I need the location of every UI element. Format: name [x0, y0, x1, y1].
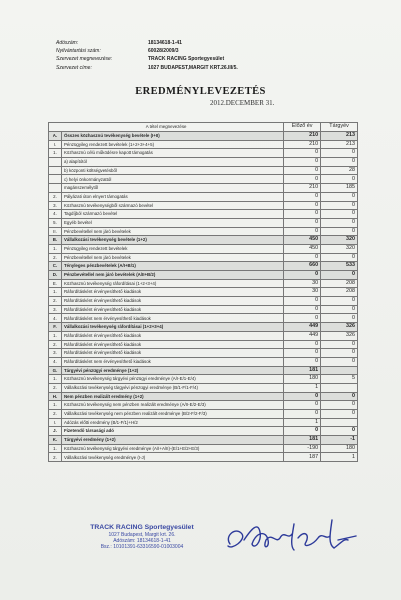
row-number-cell: II.	[49, 227, 62, 236]
row-label-cell: c) helyi önkormányzattól	[61, 175, 283, 184]
stamp-name: TRACK RACING Sportegyesület	[90, 524, 194, 531]
table-body	[49, 132, 358, 462]
current-year-cell: 208	[321, 288, 358, 297]
row-label-cell: b) központi költségvetésből	[61, 166, 283, 175]
current-year-cell: 0	[321, 305, 358, 314]
table-row	[49, 236, 358, 245]
row-number-cell: 3.	[49, 201, 62, 210]
tax-number-label: Adószám:	[56, 40, 79, 46]
row-number-cell	[49, 184, 62, 193]
previous-year-cell: 181	[284, 436, 321, 445]
stamp-tax: Adószám: 18134618-1-41	[113, 538, 171, 544]
current-year-cell: 0	[321, 340, 358, 349]
table-row	[49, 383, 358, 392]
previous-year-cell: 210	[284, 132, 321, 141]
previous-year-cell: 0	[284, 340, 321, 349]
previous-year-cell: 0	[284, 201, 321, 210]
row-label-cell: Ráfordításként érvényesíthető kiadások	[61, 297, 283, 306]
row-label-cell: Ráfordításként nem érvényesíthető kiadások	[61, 314, 283, 323]
org-address-label: Szervezet címe:	[56, 64, 92, 71]
tax-number-value: 18134618-1-41	[148, 40, 182, 46]
row-number-cell: B.	[49, 236, 62, 245]
header-info	[56, 39, 238, 72]
table-row	[49, 149, 358, 158]
handwritten-signature	[222, 510, 362, 560]
previous-year-cell: 0	[284, 253, 321, 262]
row-label-cell: a) alapítótól	[61, 158, 283, 167]
row-label-cell: Vállalkozási tevékenység bevétele (1+2)	[61, 236, 283, 245]
current-year-cell: 320	[321, 244, 358, 253]
current-year-cell: 0	[321, 218, 358, 227]
current-year-cell: 0	[321, 175, 358, 184]
row-number-cell: I.	[49, 140, 62, 149]
row-label-cell: Közhasznú tevékenység ráfordításai (1+2+3+4)	[61, 279, 283, 288]
registration-label: Nyilvántartási szám:	[56, 48, 101, 55]
previous-year-cell: 0	[284, 175, 321, 184]
row-label-cell: Ráfordításként érvényesíthető kiadások	[61, 349, 283, 358]
table-row	[49, 357, 358, 366]
current-year-cell: 0	[321, 201, 358, 210]
row-label-cell: Vállalkozási tevékenység tárgyévi pénzügyi eredménye (B/1-F/1-F/4)	[61, 383, 283, 392]
table-row	[49, 244, 358, 253]
table-row	[49, 297, 358, 306]
previous-year-cell: 0	[284, 357, 321, 366]
row-label-cell: Ráfordításként érvényesíthető kiadások	[61, 305, 283, 314]
table-row	[49, 253, 358, 262]
row-number-cell: 1.	[49, 149, 62, 158]
header-row	[56, 47, 238, 55]
row-number-cell: F.	[49, 323, 62, 332]
row-label-cell: Tényleges pénzbevételek (A/I+B/1)	[61, 262, 283, 271]
table-row	[49, 427, 358, 436]
row-number-cell: 3.	[49, 305, 62, 314]
previous-year-cell: 0	[284, 149, 321, 158]
row-number-cell: 4.	[49, 210, 62, 219]
row-label-cell: Ráfordításként érvényesíthető kiadások	[61, 340, 283, 349]
table-row	[49, 375, 358, 384]
row-number-cell: D.	[49, 271, 62, 280]
table-row	[49, 279, 358, 288]
table-row	[49, 158, 358, 167]
row-label-cell: Pénzügyileg rendezett bevételek	[61, 244, 283, 253]
current-year-cell: 0	[321, 314, 358, 323]
table-row	[49, 305, 358, 314]
row-label-cell: Tagdíjból származó bevétel	[61, 210, 283, 219]
table-row	[49, 331, 358, 340]
row-number-cell: 1.	[49, 444, 62, 453]
row-number-cell: C.	[49, 262, 62, 271]
row-label-cell: Közhasznú tevékenység tárgyévi eredménye (A/I+A/II)-(E/1+E/2+E/3)	[61, 444, 283, 453]
income-statement-table	[48, 122, 358, 462]
table-row	[49, 323, 358, 332]
previous-year-cell: -190	[284, 444, 321, 453]
row-number-cell: 2.	[49, 192, 62, 201]
org-name-value: TRACK RACING Sportegyesület	[148, 56, 225, 63]
row-number-cell: E.	[49, 279, 62, 288]
table-row	[49, 132, 358, 141]
row-number-cell	[49, 175, 62, 184]
current-year-cell	[321, 418, 358, 427]
table-row	[49, 218, 358, 227]
previous-year-cell: 0	[284, 227, 321, 236]
previous-year-cell: 0	[284, 401, 321, 410]
previous-year-cell: 0	[284, 410, 321, 419]
previous-year-cell: 0	[284, 218, 321, 227]
row-label-cell: Ráfordításként érvényesíthető kiadások	[61, 288, 283, 297]
row-number-cell: 3.	[49, 349, 62, 358]
current-year-cell: 0	[321, 271, 358, 280]
previous-year-cell: 210	[284, 140, 321, 149]
row-number-cell: 4.	[49, 357, 62, 366]
previous-year-cell: 0	[284, 305, 321, 314]
row-label-cell: Tárgyévi pénzügyi eredménye (1+2)	[61, 366, 283, 375]
previous-year-cell: 0	[284, 392, 321, 401]
row-number-cell: H.	[49, 392, 62, 401]
row-label-cell: Nem pénzben realizált eredmény (1+2)	[61, 392, 283, 401]
previous-year-cell: 449	[284, 331, 321, 340]
current-year-cell: 0	[321, 297, 358, 306]
current-year-cell: 0	[321, 149, 358, 158]
current-year-cell: 0	[321, 210, 358, 219]
previous-year-cell: 0	[284, 166, 321, 175]
row-label-cell: Tárgyévi eredmény (1+2)	[61, 436, 283, 445]
previous-year-cell: 450	[284, 236, 321, 245]
stamp-bank: Bsz.: 10101391-63316590-01003004	[100, 544, 184, 550]
table-row	[49, 192, 358, 201]
previous-year-cell: 0	[284, 158, 321, 167]
table-row	[49, 436, 358, 445]
column-header-current-year: Tárgyév	[321, 123, 358, 132]
previous-year-cell: 187	[284, 453, 321, 462]
current-year-cell: 326	[321, 323, 358, 332]
current-year-cell: 0	[321, 410, 358, 419]
row-number-cell: A.	[49, 132, 62, 141]
current-year-cell: -1	[321, 436, 358, 445]
row-label-cell: Pénzbevétellel nem járó bevételek	[61, 253, 283, 262]
previous-year-cell: 181	[284, 366, 321, 375]
previous-year-cell: 0	[284, 210, 321, 219]
current-year-cell: 533	[321, 262, 358, 271]
document-date: 2012.DECEMBER 31.	[210, 99, 275, 107]
previous-year-cell: 450	[284, 244, 321, 253]
current-year-cell: 0	[321, 158, 358, 167]
row-label-cell: Adózás előtti eredmény (B/1-F/1)+H/2	[61, 418, 283, 427]
previous-year-cell: 660	[284, 262, 321, 271]
current-year-cell	[321, 383, 358, 392]
current-year-cell: 0	[321, 227, 358, 236]
organization-stamp	[82, 524, 202, 550]
current-year-cell: 0	[321, 401, 358, 410]
row-label-cell: Fizetendő társasági adó	[61, 427, 283, 436]
current-year-cell	[321, 366, 358, 375]
org-name-label: Szervezet megnevezése:	[56, 56, 113, 63]
table-row	[49, 340, 358, 349]
row-label-cell: Vállalkozási tevékenység nem pénzben realizált eredménye (B/2-F/2-F/3)	[61, 410, 283, 419]
signature-stroke	[228, 520, 356, 550]
row-number-cell: 5.	[49, 218, 62, 227]
row-number-cell: K.	[49, 436, 62, 445]
previous-year-cell: 0	[284, 192, 321, 201]
table-header-row	[49, 123, 358, 132]
table-row	[49, 262, 358, 271]
table-row	[49, 227, 358, 236]
row-number-cell: G.	[49, 366, 62, 375]
stamp-address: 1027 Budapest, Margit krt. 26.	[108, 532, 176, 538]
column-header-item: A tétel megnevezése	[49, 123, 284, 132]
table-row	[49, 314, 358, 323]
table-row	[49, 453, 358, 462]
row-number-cell: 1.	[49, 288, 62, 297]
table-row	[49, 271, 358, 280]
row-number-cell: 2.	[49, 383, 62, 392]
table-row	[49, 349, 358, 358]
table-row	[49, 184, 358, 193]
previous-year-cell: 30	[284, 279, 321, 288]
header-row	[56, 64, 238, 72]
row-label-cell: Közhasznú célú működésre kapott támogatás	[61, 149, 283, 158]
row-number-cell	[49, 158, 62, 167]
document-title: EREDMÉNYLEVEZETÉS	[135, 86, 266, 97]
table-row	[49, 418, 358, 427]
row-label-cell: magánszemélytől	[61, 184, 283, 193]
row-label-cell: Ráfordításként nem érvényesíthető kiadások	[61, 357, 283, 366]
current-year-cell: 0	[321, 392, 358, 401]
row-number-cell: 1.	[49, 401, 62, 410]
table-row	[49, 288, 358, 297]
row-number-cell: J.	[49, 427, 62, 436]
table-row	[49, 140, 358, 149]
current-year-cell: 213	[321, 140, 358, 149]
current-year-cell: 0	[321, 357, 358, 366]
current-year-cell: 213	[321, 132, 358, 141]
table-row	[49, 444, 358, 453]
current-year-cell: 185	[321, 184, 358, 193]
previous-year-cell: 210	[284, 184, 321, 193]
row-number-cell: 2.	[49, 297, 62, 306]
current-year-cell: 208	[321, 279, 358, 288]
current-year-cell: 0	[321, 427, 358, 436]
row-label-cell: Pénzbevétellel nem járó bevételek	[61, 227, 283, 236]
row-number-cell: I.	[49, 418, 62, 427]
row-label-cell: Közhasznú tevékenység nem pénzben realizált eredménye (A/II-E/2-E/3)	[61, 401, 283, 410]
row-label-cell: Összes közhasznú tevékenység bevétele (I+II)	[61, 132, 283, 141]
row-number-cell: 2.	[49, 340, 62, 349]
previous-year-cell: 1	[284, 418, 321, 427]
table-row	[49, 166, 358, 175]
current-year-cell: 5	[321, 375, 358, 384]
row-label-cell: Vállalkozási tevékenység ráfordításai (1+2+3+4)	[61, 323, 283, 332]
row-number-cell: 2.	[49, 410, 62, 419]
current-year-cell: 320	[321, 236, 358, 245]
row-number-cell: 1.	[49, 244, 62, 253]
current-year-cell: 326	[321, 331, 358, 340]
row-label-cell: Egyéb bevétel	[61, 218, 283, 227]
row-label-cell: Ráfordításként érvényesíthető kiadások	[61, 331, 283, 340]
current-year-cell: 180	[321, 444, 358, 453]
table-row	[49, 201, 358, 210]
column-header-previous-year: Előző év	[284, 123, 321, 132]
table-row	[49, 410, 358, 419]
current-year-cell: 0	[321, 192, 358, 201]
previous-year-cell: 1	[284, 383, 321, 392]
previous-year-cell: 0	[284, 349, 321, 358]
row-number-cell: 2.	[49, 253, 62, 262]
header-row	[56, 55, 238, 63]
row-number-cell: 2.	[49, 453, 62, 462]
table-row	[49, 401, 358, 410]
current-year-cell: 1	[321, 453, 358, 462]
registration-value: 60028/2009/3	[148, 48, 179, 55]
row-number-cell: 1.	[49, 331, 62, 340]
previous-year-cell: 0	[284, 427, 321, 436]
previous-year-cell: 180	[284, 375, 321, 384]
previous-year-cell: 30	[284, 288, 321, 297]
table-row	[49, 210, 358, 219]
row-label-cell: Vállalkozási tevékenység eredménye (I-J)	[61, 453, 283, 462]
current-year-cell: 0	[321, 253, 358, 262]
previous-year-cell: 449	[284, 323, 321, 332]
table-row	[49, 392, 358, 401]
header-row	[56, 39, 238, 47]
row-number-cell	[49, 166, 62, 175]
row-label-cell: Közhasznú tevékenység tárgyévi pénzügyi eredménye (A/I-E/1-E/4)	[61, 375, 283, 384]
table-row	[49, 175, 358, 184]
row-number-cell: 1.	[49, 375, 62, 384]
current-year-cell: 28	[321, 166, 358, 175]
row-label-cell: Pénzügyileg rendezett bevételek (1+2+3+4+5)	[61, 140, 283, 149]
row-label-cell: Közhasznú tevékenységből származó bevétel	[61, 201, 283, 210]
previous-year-cell: 0	[284, 314, 321, 323]
previous-year-cell: 0	[284, 297, 321, 306]
current-year-cell: 0	[321, 349, 358, 358]
previous-year-cell: 0	[284, 271, 321, 280]
row-number-cell: 4.	[49, 314, 62, 323]
org-address-value: 1027 BUDAPEST,MARGIT KRT.26.III/5.	[148, 64, 238, 71]
row-label-cell: Pályázati úton elnyert támogatás	[61, 192, 283, 201]
row-label-cell: Pénzbevétellel nem járó bevételek (A/II+B/2)	[61, 271, 283, 280]
table-row	[49, 366, 358, 375]
